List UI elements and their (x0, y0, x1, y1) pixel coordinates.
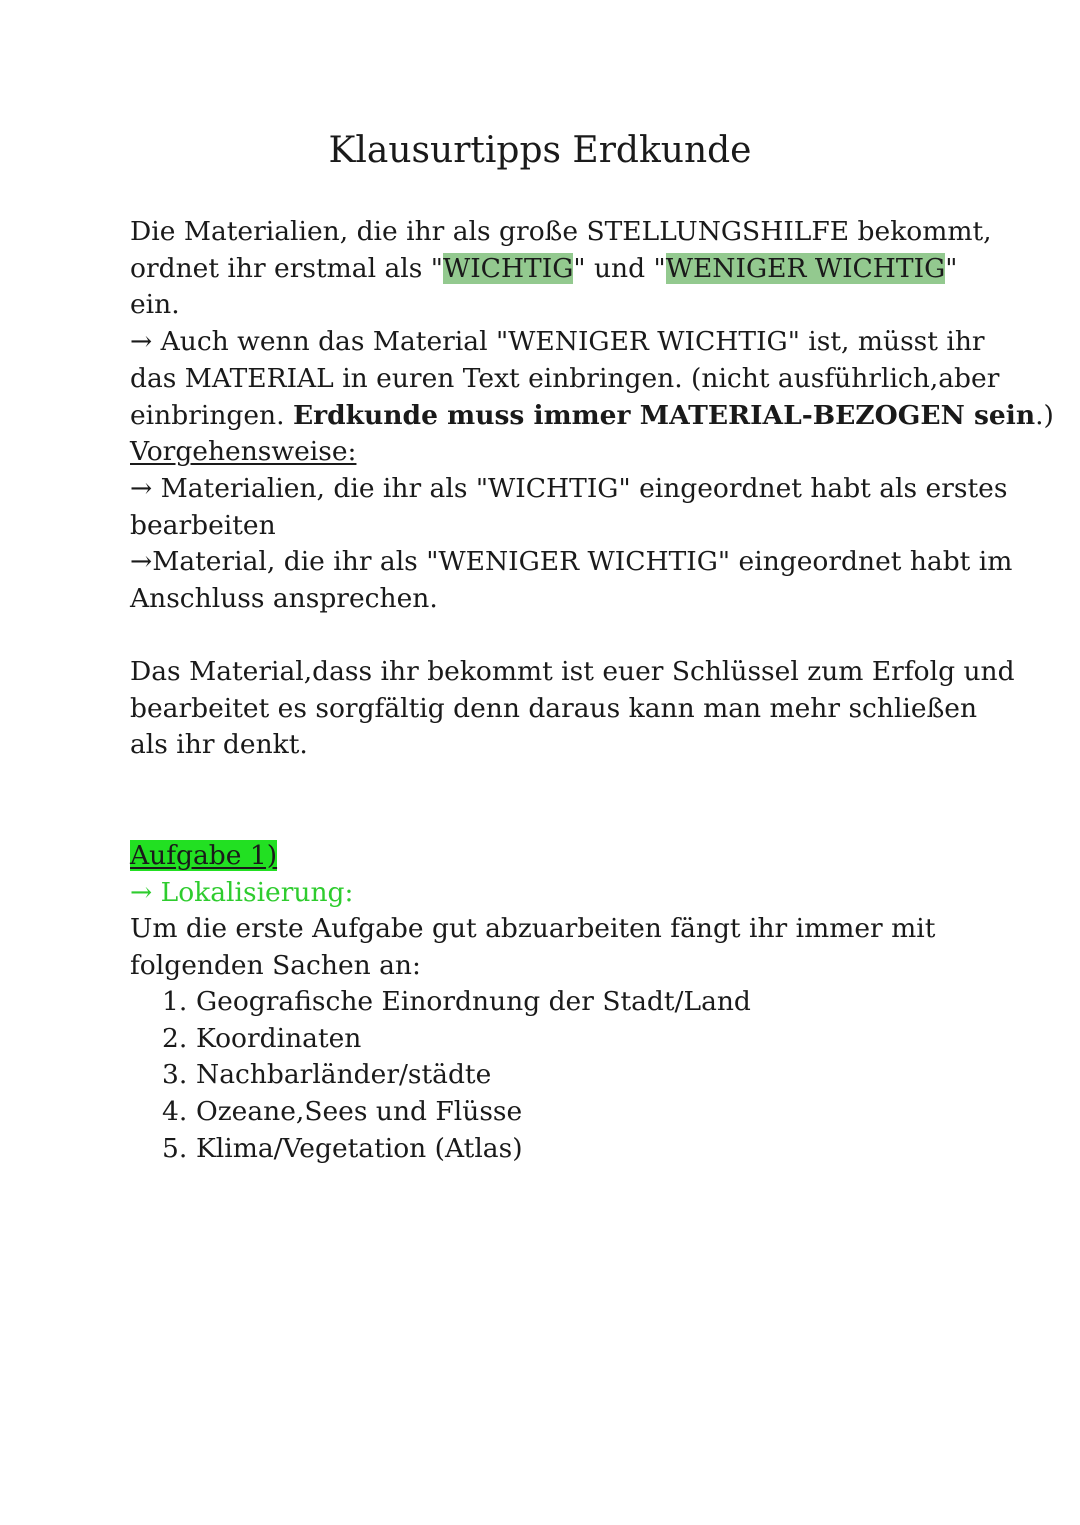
page-title: Klausurtipps Erdkunde (328, 130, 752, 171)
task1-steps-list (162, 984, 751, 1168)
key-paragraph (130, 654, 1015, 764)
task1-heading: Aufgabe 1) (130, 840, 278, 871)
intro-line-10: →Material, die ihr als "WENIGER WICHTIG" eingeordnet habt im (130, 546, 1013, 578)
intro-line-8: → Materialien, die ihr als "WICHTIG" eingeordnet habt als erstes (130, 472, 1008, 504)
list-item: 5. Klima/Vegetation (Atlas) (162, 1132, 523, 1164)
list-item: 4. Ozeane,Sees und Flüsse (162, 1096, 523, 1128)
task1-line-2: folgenden Sachen an: (130, 950, 421, 982)
intro-line-6: einbringen. Erdkunde muss immer MATERIAL-BEZOGEN sein.) (130, 399, 1054, 431)
highlight-weniger-wichtig: WENIGER WICHTIG (665, 252, 946, 284)
intro-line-5: das MATERIAL in euren Text einbringen. (nicht ausführlich,aber (130, 362, 1000, 394)
key-line-2: bearbeitet es sorgfältig denn daraus kann man mehr schließen (130, 692, 978, 724)
intro-paragraph (130, 214, 1054, 618)
key-line-1: Das Material,dass ihr bekommt ist euer Schlüssel zum Erfolg und (130, 656, 1015, 687)
intro-line-3: ein. (130, 289, 180, 321)
bold-material-bezogen: Erdkunde muss immer MATERIAL-BEZOGEN sein (292, 399, 1036, 431)
list-item: 3. Nachbarländer/städte (162, 1059, 492, 1091)
intro-line-2: ordnet ihr erstmal als "WICHTIG" und "WENIGER WICHTIG" (130, 252, 958, 284)
key-line-3: als ihr denkt. (130, 729, 308, 761)
highlight-wichtig: WICHTIG (442, 252, 574, 284)
vorgehensweise-heading: Vorgehensweise: (130, 436, 357, 468)
intro-line-9: bearbeiten (130, 509, 276, 541)
intro-line-4: → Auch wenn das Material "WENIGER WICHTIG" ist, müsst ihr (130, 326, 985, 358)
intro-line-1: Die Materialien, die ihr als große STELLUNGSHILFE bekommt, (130, 216, 992, 247)
list-item: 2. Koordinaten (162, 1022, 362, 1054)
task1-heading-line (130, 838, 935, 875)
task1-line-1: Um die erste Aufgabe gut abzuarbeiten fängt ihr immer mit (130, 913, 936, 945)
intro-line-11: Anschluss ansprechen. (130, 583, 438, 615)
list-item: 1. Geografische Einordnung der Stadt/Land (162, 986, 751, 1017)
task1-subheading: → Lokalisierung: (130, 876, 354, 908)
task1-section (130, 838, 935, 985)
